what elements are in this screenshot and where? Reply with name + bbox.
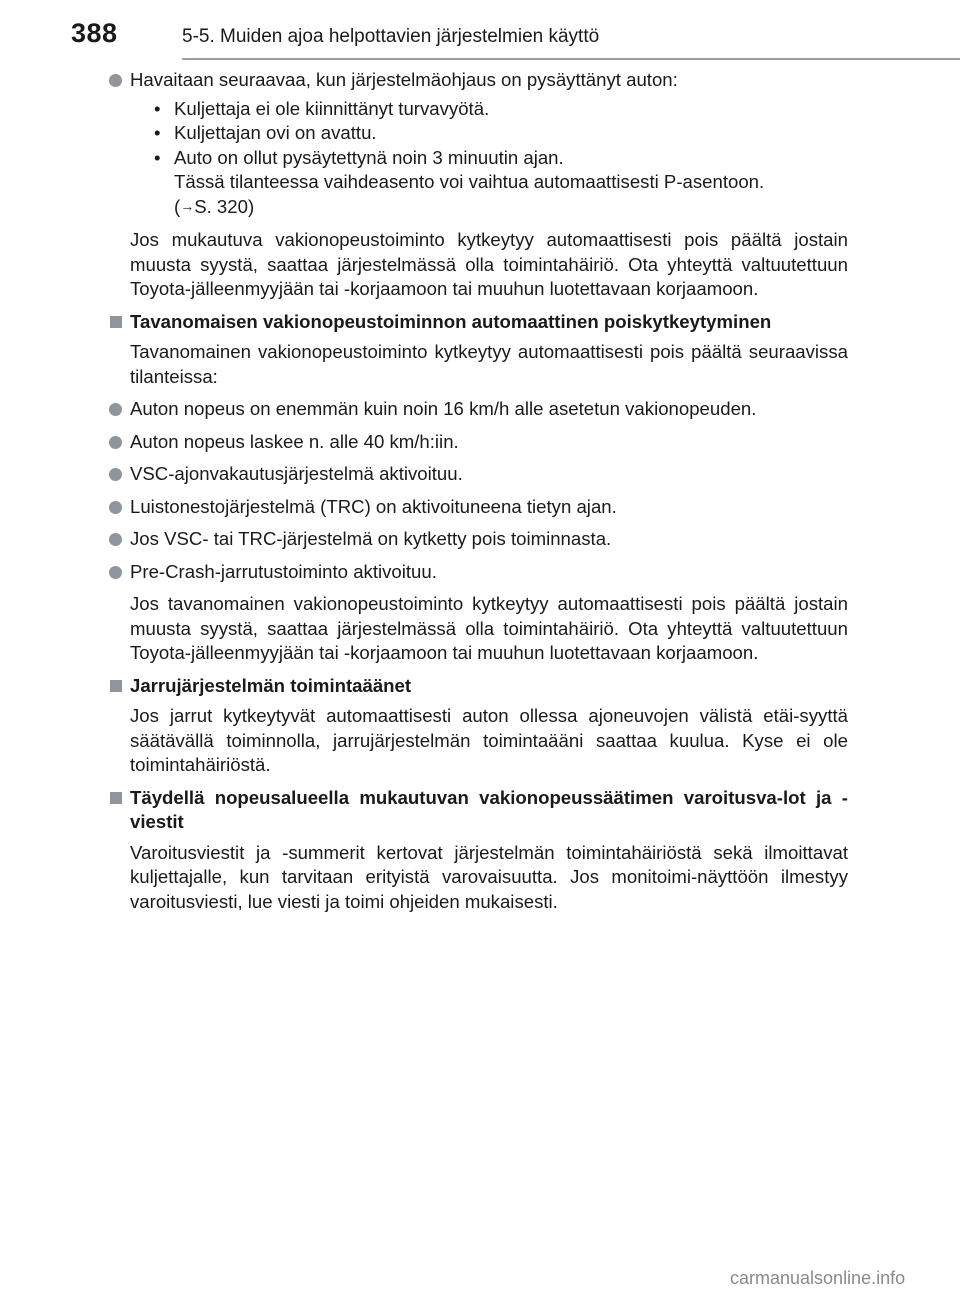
section-heading-text: Jarrujärjestelmän toimintaäänet [130, 674, 412, 696]
reference-text: S. 320) [194, 195, 255, 217]
section-heading [108, 786, 848, 835]
list-item [108, 495, 848, 520]
list-item-text: Auton nopeus laskee n. alle 40 km/h:iin. [130, 430, 459, 452]
section-heading [108, 310, 848, 335]
square-bullet-icon [110, 680, 122, 692]
list-item [108, 527, 848, 552]
sub-list-item: • Kuljettajan ovi on avattu. [152, 121, 848, 146]
page-header [0, 0, 960, 62]
bullet-dot-icon [109, 468, 122, 481]
square-bullet-icon [110, 316, 122, 328]
body-paragraph: Jos jarrut kytkeytyvät automaattisesti auton ollessa ajoneuvojen välistä etäi-syyttä säätävällä toiminnolla, jarrujärjestelmän toimintaääni saattaa kuulua. Kyse ei ole toimintahäiriöstä. [130, 705, 848, 775]
list-item [108, 430, 848, 455]
list-item [108, 462, 848, 487]
square-bullet-icon [110, 792, 122, 804]
note-sentence: Tässä tilanteessa vaihdeasento voi vaihtua automaattisesti P-asentoon. [174, 171, 765, 192]
list-item-text: Auton nopeus on enemmän kuin noin 16 km/h alle asetetun vakionopeuden. [130, 398, 757, 419]
body-paragraph: Varoitusviestit ja -summerit kertovat järjestelmän toimintahäiriöstä sekä ilmoittavat kuljettajalle, kun tarvitaan erityistä varovaisuutta. Jos monitoimi-näyttöön ilmestyy varoitusviesti, lue viesti ja toimi ohjeiden mukaisesti. [130, 841, 848, 912]
bullet-dot-icon [109, 74, 122, 87]
section-title: 5-5. Muiden ajoa helpottavien järjestelmien käyttö [182, 26, 600, 47]
body-paragraph: Tavanomainen vakionopeustoiminto kytkeytyy automaattisesti pois päältä seuraavissa tilanteissa: [130, 341, 848, 387]
reference-paren: ( [174, 195, 181, 217]
bullet-dot-icon [109, 533, 122, 546]
watermark: carmanualsonline.info [730, 1268, 906, 1288]
bullet-dot-icon [109, 566, 122, 579]
bullet-dot-icon [109, 501, 122, 514]
section-heading-text: Täydellä nopeusalueella mukautuvan vakionopeussäätimen varoitusva-lot ja -viestit [130, 786, 848, 832]
main-content [108, 68, 848, 922]
header-divider [182, 58, 960, 60]
list-item-text: Pre-Crash-jarrutustoiminto aktivoituu. [130, 560, 437, 582]
bullet-dot-icon [109, 403, 122, 416]
section-heading-text: Tavanomaisen vakionopeustoiminnon automaattinen poiskytkeytyminen [130, 310, 772, 332]
note-text [152, 170, 848, 220]
list-item [108, 397, 848, 422]
sub-list-item: • Auto on ollut pysäytettynä noin 3 minuutin ajan. [152, 146, 848, 171]
list-item [108, 68, 848, 220]
list-item-text: Havaitaan seuraavaa, kun järjestelmäohjaus on pysäyttänyt auton: [130, 69, 678, 90]
body-paragraph: Jos tavanomainen vakionopeustoiminto kytkeytyy automaattisesti pois päältä jostain muusta syystä, saattaa järjestelmässä olla toimintahäiriö. Ota yhteyttä valtuutettuun Toyota-jälleenmyyjään tai -korjaamoon tai muuhun luotettavaan korjaamoon. [130, 593, 848, 663]
bullet-dot-icon [109, 436, 122, 449]
list-item-text: Luistonestojärjestelmä (TRC) on aktivoituneena tietyn ajan. [130, 495, 617, 517]
list-item [108, 560, 848, 585]
list-item-text: VSC-ajonvakautusjärjestelmä aktivoituu. [130, 463, 463, 484]
sub-list-item: • Kuljettaja ei ole kiinnittänyt turvavyötä. [152, 97, 848, 122]
body-paragraph: Jos mukautuva vakionopeustoiminto kytkeytyy automaattisesti pois päältä jostain muusta syystä, saattaa järjestelmässä olla toimintahäiriö. Ota yhteyttä valtuutettuun Toyota-jälleenmyyjään tai -korjaamoon tai muuhun luotettavaan korjaamoon. [130, 229, 848, 299]
section-heading [108, 674, 848, 699]
page-reference[interactable] [174, 196, 254, 217]
page-number: 388 [71, 18, 118, 48]
sub-list [130, 97, 848, 221]
arrow-right-icon: → [180, 197, 195, 214]
list-item-text: Jos VSC- tai TRC-järjestelmä on kytketty pois toiminnasta. [130, 528, 612, 549]
